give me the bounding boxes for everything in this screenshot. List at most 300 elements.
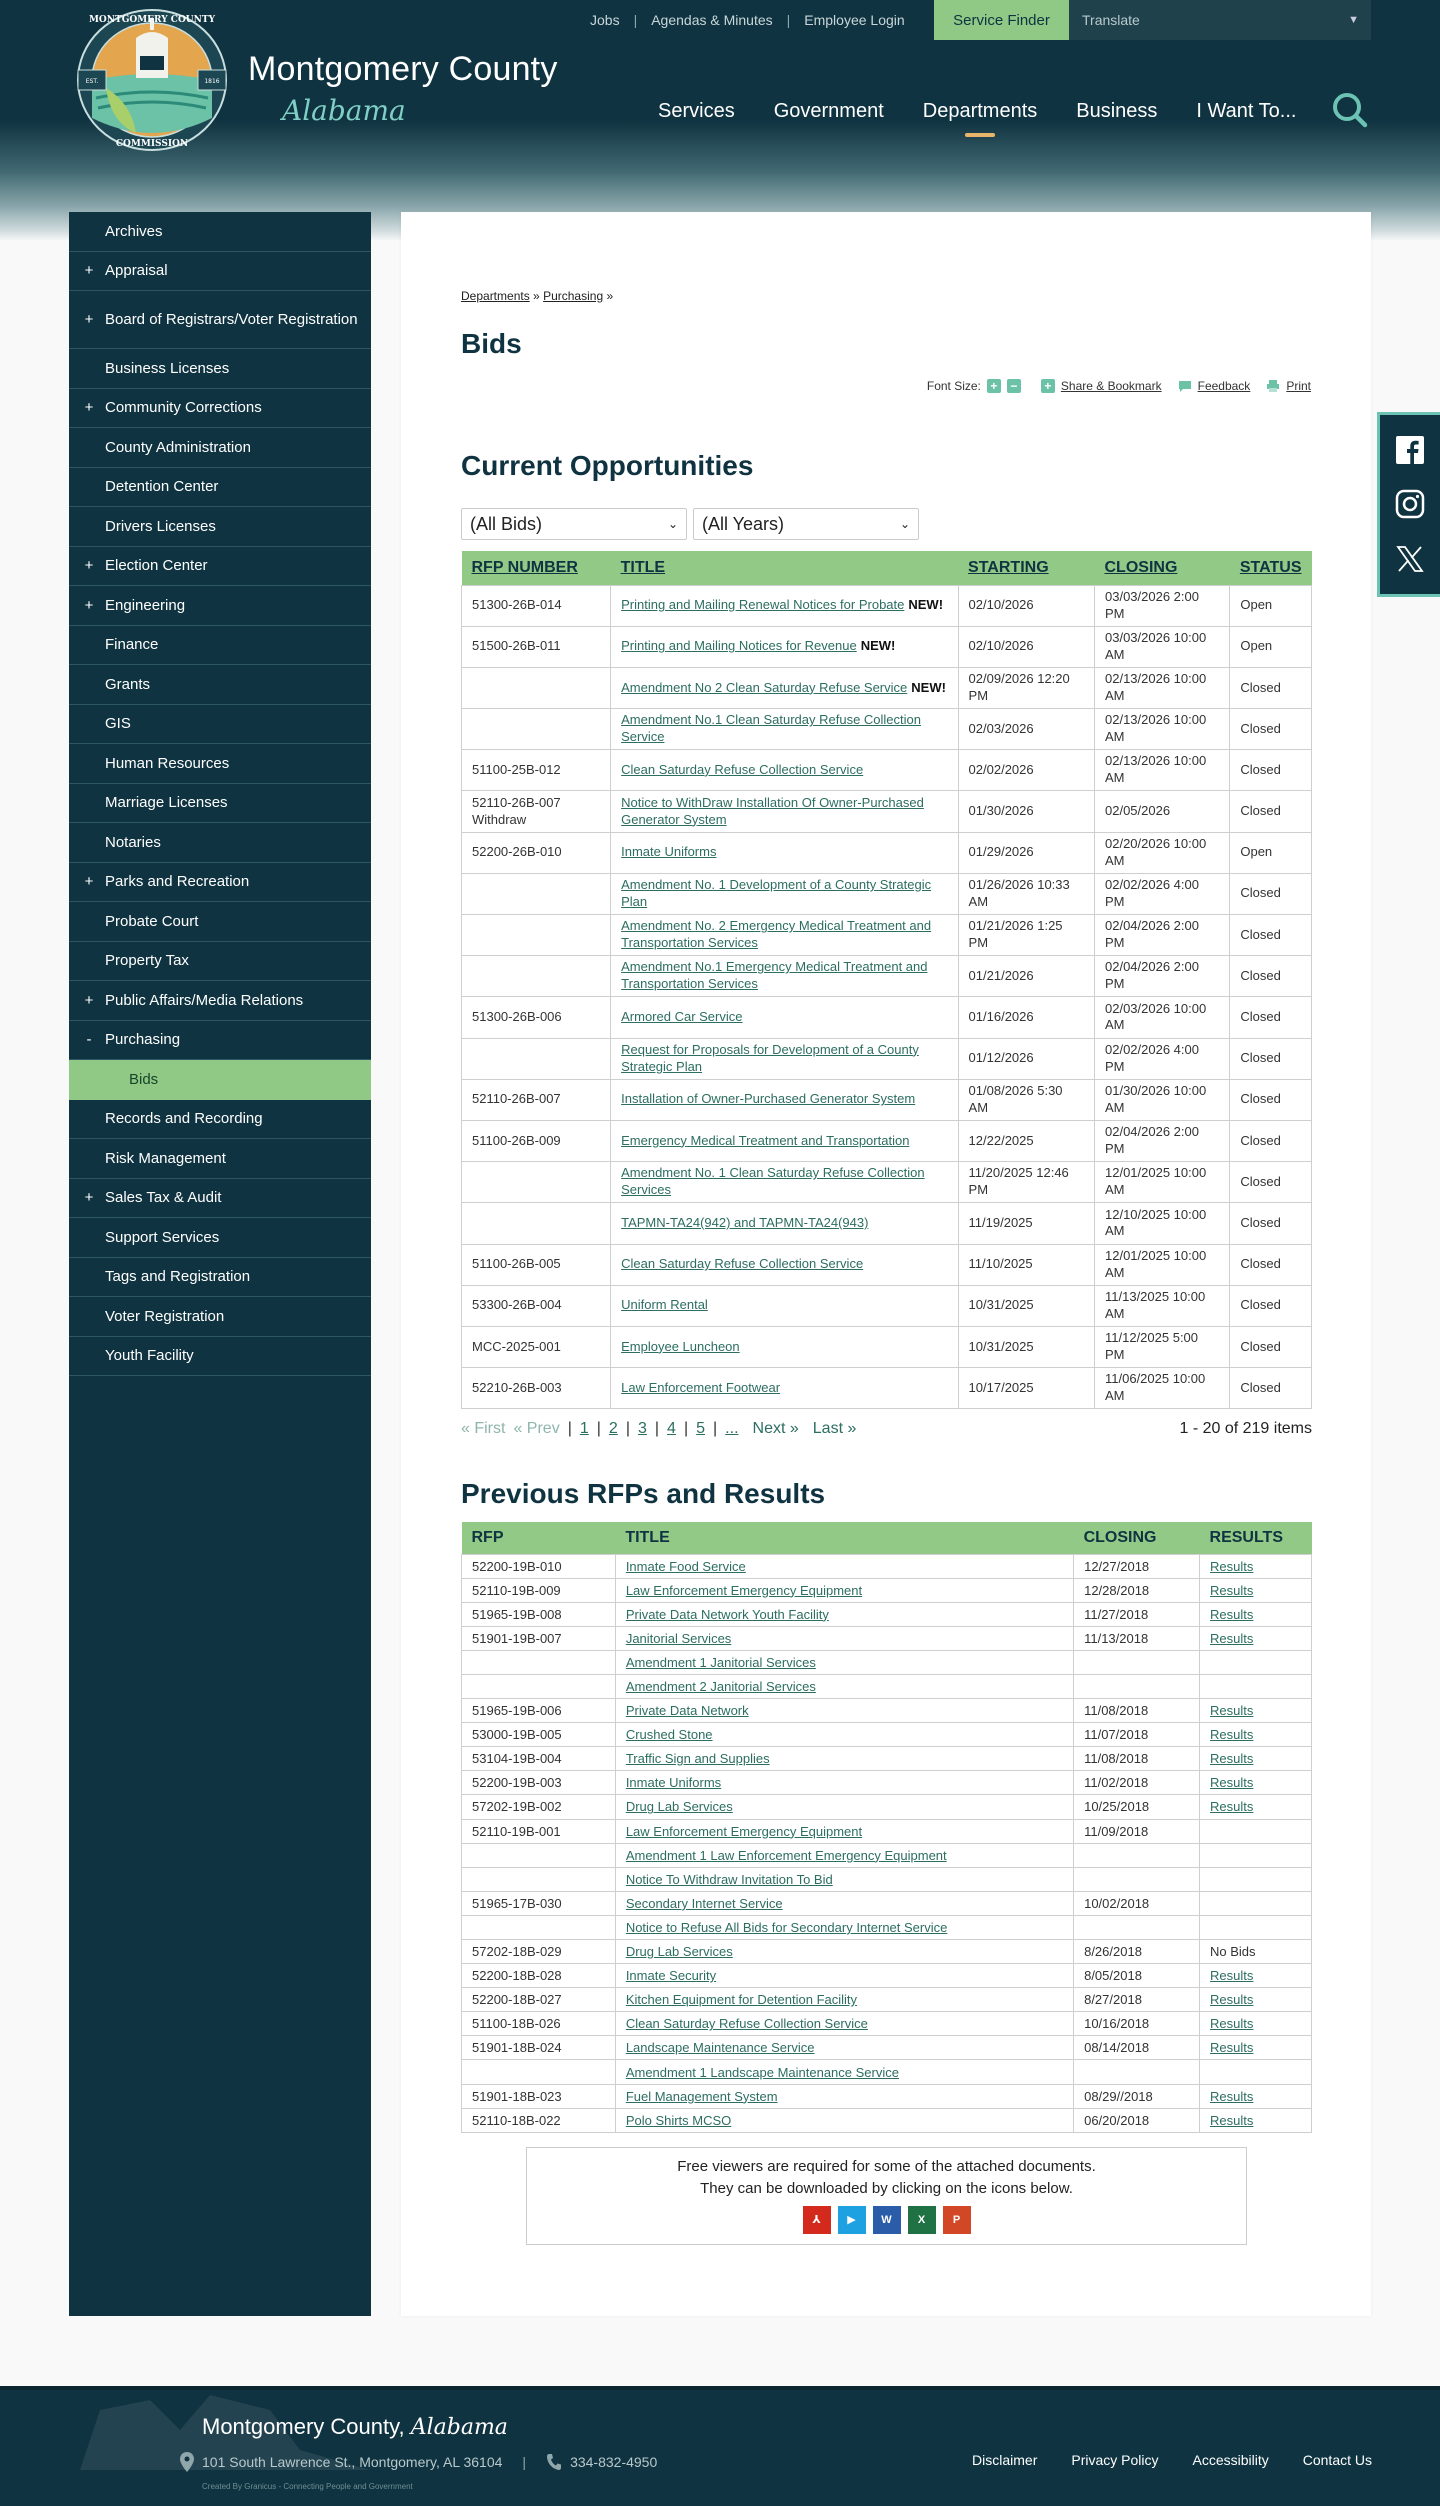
closing-cell: 06/20/2018	[1074, 2108, 1200, 2132]
title-cell	[611, 750, 958, 791]
sidebar-item-purchasing[interactable]	[69, 1021, 371, 1061]
results-link[interactable]: Results	[1210, 1992, 1254, 2008]
page-1-link[interactable]: 1	[579, 1420, 589, 1437]
results-cell	[1200, 1867, 1312, 1891]
share-icon: +	[1041, 379, 1055, 393]
closing-cell: 10/16/2018	[1074, 2012, 1200, 2036]
rfp-cell	[462, 1915, 616, 1939]
sidebar-item-board-of-registrars[interactable]	[69, 291, 371, 349]
bid-type-select[interactable]	[461, 508, 687, 540]
table-row	[462, 2012, 1312, 2036]
plus-icon[interactable]: +	[84, 262, 94, 280]
pagination	[461, 1420, 1312, 1438]
instagram-icon[interactable]	[1395, 489, 1425, 519]
results-link[interactable]: Results	[1210, 1727, 1254, 1743]
new-badge: NEW!	[860, 638, 896, 654]
title-cell	[615, 1940, 1073, 1964]
bid-title-link[interactable]: Clean Saturday Refuse Collection Service	[621, 761, 864, 777]
separator: |	[786, 12, 791, 28]
site-name[interactable]: Montgomery County	[248, 50, 558, 88]
results-link[interactable]: Results	[1210, 2016, 1254, 2032]
sidebar-item-notaries[interactable]	[69, 823, 371, 863]
sidebar-item-probate-court[interactable]	[69, 902, 371, 942]
sidebar-item-label: Sales Tax & Audit	[105, 1189, 222, 1207]
status-cell: Closed	[1230, 667, 1312, 708]
separator: |	[522, 2454, 527, 2470]
starting-cell: 01/30/2026	[958, 791, 1094, 832]
table-row	[462, 915, 1312, 956]
footer-link-privacy-policy[interactable]: Privacy Policy	[1071, 2452, 1159, 2468]
results-cell	[1200, 1578, 1312, 1602]
rfp-title-link[interactable]: Amendment 2 Janitorial Services	[625, 1679, 816, 1695]
title-cell	[615, 1578, 1073, 1602]
rfp-number-cell: 51100-26B-009	[462, 1120, 611, 1161]
bid-title-link[interactable]: Clean Saturday Refuse Collection Service	[621, 1256, 864, 1272]
rfp-title-link[interactable]: Polo Shirts MCSO	[625, 2112, 732, 2128]
bid-title-link[interactable]: TAPMN-TA24(942) and TAPMN-TA24(943)	[621, 1214, 869, 1230]
svg-text:MONTGOMERY COUNTY: MONTGOMERY COUNTY	[88, 15, 216, 25]
new-badge: NEW!	[908, 597, 944, 613]
rfp-cell: 52200-18B-027	[462, 1988, 616, 2012]
nav-business[interactable]: Business	[1076, 100, 1158, 122]
utility-nav	[576, 0, 919, 40]
feedback-link[interactable]: Feedback	[1197, 379, 1251, 393]
results-link[interactable]: Results	[1210, 1775, 1254, 1791]
status-cell: Closed	[1230, 1079, 1312, 1120]
plus-icon[interactable]: +	[84, 1189, 94, 1207]
rfp-title-link[interactable]: Drug Lab Services	[625, 1944, 733, 1960]
sidebar-item-label: Engineering	[105, 596, 186, 614]
starting-cell: 01/26/2026 10:33 AM	[958, 873, 1094, 914]
excel-viewer-icon[interactable]: X	[908, 2206, 936, 2234]
table-row	[462, 1038, 1312, 1079]
rfp-cell: 51965-17B-030	[462, 1891, 616, 1915]
closing-cell: 12/27/2018	[1074, 1554, 1200, 1578]
rfp-title-link[interactable]: Fuel Management System	[625, 2088, 778, 2104]
sidebar-item-community-corrections[interactable]	[69, 389, 371, 429]
sidebar-item-label: Human Resources	[105, 754, 230, 772]
breadcrumb-departments[interactable]: Departments	[461, 289, 530, 303]
results-cell	[1200, 2108, 1312, 2132]
table-header-row	[462, 551, 1312, 585]
results-cell	[1200, 1554, 1312, 1578]
rfp-title-link[interactable]: Private Data Network	[625, 1703, 749, 1719]
title-cell	[615, 2084, 1073, 2108]
closing-cell: 11/02/2018	[1074, 1771, 1200, 1795]
status-cell: Closed	[1230, 1038, 1312, 1079]
rfp-cell: 52200-18B-028	[462, 1964, 616, 1988]
sidebar-item-business-licenses[interactable]	[69, 349, 371, 389]
title-cell	[611, 791, 958, 832]
title-cell	[615, 1988, 1073, 2012]
starting-cell: 10/17/2025	[958, 1368, 1094, 1409]
bid-title-link[interactable]: Amendment No. 1 Development of a County Strategic Plan	[621, 877, 932, 909]
title-cell	[615, 1843, 1073, 1867]
sidebar-item-appraisal[interactable]	[69, 252, 371, 292]
sidebar-item-label: Board of Registrars/Voter Registration	[105, 310, 358, 328]
print-link[interactable]: Print	[1286, 379, 1311, 393]
rfp-title-link[interactable]: Janitorial Services	[625, 1630, 732, 1646]
results-link[interactable]: Results	[1210, 2088, 1254, 2104]
footer-contact	[180, 2452, 657, 2472]
viewer-icons	[527, 2206, 1246, 2234]
viewers-note-1: Free viewers are required for some of the attached documents.	[677, 2158, 1096, 2175]
sidebar-item-drivers-licenses[interactable]	[69, 507, 371, 547]
rfp-cell	[462, 1867, 616, 1891]
column-status[interactable]: STATUS	[1230, 551, 1312, 585]
closing-cell: 03/03/2026 2:00 PM	[1095, 585, 1230, 626]
table-row	[462, 1964, 1312, 1988]
title-cell	[615, 1915, 1073, 1939]
table-row	[462, 1162, 1312, 1203]
facebook-icon[interactable]	[1395, 435, 1425, 465]
starting-cell: 10/31/2025	[958, 1285, 1094, 1326]
sidebar-item-finance[interactable]	[69, 626, 371, 666]
plus-icon[interactable]: +	[84, 873, 94, 891]
status-cell: Closed	[1230, 1326, 1312, 1367]
rfp-number-cell: 52110-26B-007	[462, 1079, 611, 1120]
nav-government[interactable]: Government	[773, 100, 884, 122]
bid-title-link[interactable]: Amendment No.1 Clean Saturday Refuse Collection Service	[621, 712, 921, 745]
powerpoint-viewer-icon[interactable]: P	[943, 2206, 971, 2234]
rfp-number-cell	[462, 956, 611, 997]
rfp-title-link[interactable]: Traffic Sign and Supplies	[625, 1751, 770, 1767]
separator: |	[713, 1420, 718, 1437]
title-cell	[615, 1964, 1073, 1988]
bid-title-link[interactable]: Amendment No 2 Clean Saturday Refuse Service	[621, 679, 908, 695]
table-row	[462, 1988, 1312, 2012]
adobe-reader-icon[interactable]: ⅄	[803, 2206, 831, 2234]
title-cell	[615, 2036, 1073, 2060]
sidebar-item-grants[interactable]	[69, 665, 371, 705]
title-cell	[615, 2012, 1073, 2036]
font-increase-icon[interactable]: +	[987, 379, 1001, 393]
plus-icon[interactable]: +	[84, 991, 94, 1009]
pagination-links	[461, 1420, 856, 1438]
status-cell: Closed	[1230, 1285, 1312, 1326]
column-results: RESULTS	[1200, 1522, 1312, 1554]
table-row	[462, 1285, 1312, 1326]
rfp-cell: 51965-19B-008	[462, 1602, 616, 1626]
results-link[interactable]: Results	[1210, 2112, 1254, 2128]
closing-cell: 11/08/2018	[1074, 1699, 1200, 1723]
sidebar-item-risk-management[interactable]	[69, 1139, 371, 1179]
footer-site-name	[202, 2414, 508, 2440]
page-5-link[interactable]: 5	[696, 1420, 706, 1437]
rfp-title-link[interactable]: Drug Lab Services	[625, 1799, 733, 1815]
closing-cell: 01/30/2026 10:00 AM	[1095, 1079, 1230, 1120]
sidebar-item-support-services[interactable]	[69, 1218, 371, 1258]
footer-link-contact-us[interactable]: Contact Us	[1302, 2452, 1372, 2468]
bid-title-link[interactable]: Amendment No. 1 Clean Saturday Refuse Collection Services	[621, 1165, 925, 1198]
sidebar-item-label: Risk Management	[105, 1149, 226, 1167]
footer-link-accessibility[interactable]: Accessibility	[1192, 2452, 1269, 2468]
rfp-title-link[interactable]: Inmate Security	[625, 1968, 717, 1984]
results-link[interactable]: Results	[1210, 1751, 1254, 1767]
search-icon[interactable]	[1330, 90, 1370, 130]
rfp-title-link[interactable]: Amendment 1 Law Enforcement Emergency Equipment	[625, 1847, 947, 1863]
bid-title-link[interactable]: Amendment No.1 Emergency Medical Treatment and Transportation Services	[621, 959, 928, 992]
bid-title-link[interactable]: Request for Proposals for Development of a County Strategic Plan	[621, 1041, 919, 1074]
document-viewers-box	[526, 2147, 1247, 2245]
starting-cell: 01/08/2026 5:30 AM	[958, 1079, 1094, 1120]
sidebar-item-parks-and-recreation[interactable]	[69, 863, 371, 903]
results-cell	[1200, 1964, 1312, 1988]
sidebar-item-engineering[interactable]	[69, 586, 371, 626]
column-starting[interactable]: STARTING	[958, 551, 1094, 585]
starting-cell: 01/29/2026	[958, 832, 1094, 873]
rfp-title-link[interactable]: Inmate Food Service	[625, 1558, 746, 1574]
font-decrease-icon[interactable]: −	[1007, 379, 1021, 393]
plus-icon[interactable]: +	[84, 596, 94, 614]
results-text: No Bids	[1210, 1944, 1256, 1960]
results-link[interactable]: Results	[1210, 1630, 1254, 1646]
rfp-title-link[interactable]: Law Enforcement Emergency Equipment	[625, 1582, 863, 1598]
plus-icon[interactable]: +	[84, 310, 94, 328]
title-cell	[611, 915, 958, 956]
sidebar-item-records-and-recording[interactable]	[69, 1100, 371, 1140]
title-cell	[615, 1626, 1073, 1650]
rfp-title-link[interactable]: Kitchen Equipment for Detention Facility	[625, 1992, 858, 2008]
bid-title-link[interactable]: Notice to WithDraw Installation Of Owner-Purchased Generator System	[621, 794, 924, 827]
rfp-title-link[interactable]: Secondary Internet Service	[625, 1895, 783, 1911]
starting-cell: 11/19/2025	[958, 1203, 1094, 1244]
rfp-title-link[interactable]: Notice to Refuse All Bids for Secondary Internet Service	[625, 1919, 948, 1935]
nav-services[interactable]: Services	[658, 100, 735, 122]
rfp-cell: 57202-18B-029	[462, 1940, 616, 1964]
results-cell	[1200, 1747, 1312, 1771]
bid-type-value: (All Bids)	[470, 513, 543, 534]
rfp-number-cell	[462, 915, 611, 956]
rfp-title-link[interactable]: Landscape Maintenance Service	[625, 2040, 815, 2056]
sidebar-item-property-tax[interactable]	[69, 942, 371, 982]
rfp-title-link[interactable]: Clean Saturday Refuse Collection Service	[625, 2016, 868, 2032]
plus-icon[interactable]: +	[84, 557, 94, 575]
rfp-title-link[interactable]: Notice To Withdraw Invitation To Bid	[625, 1871, 833, 1887]
results-cell	[1200, 1819, 1312, 1843]
nav-i-want-to[interactable]: I Want To...	[1196, 100, 1297, 122]
sidebar-item-label: Marriage Licenses	[105, 794, 228, 812]
results-link[interactable]: Results	[1210, 1606, 1254, 1622]
sidebar-item-label: Archives	[105, 222, 163, 240]
results-cell	[1200, 2060, 1312, 2084]
results-cell	[1200, 1723, 1312, 1747]
footer-phone[interactable]: 334-832-4950	[570, 2454, 658, 2470]
media-player-icon[interactable]: ▶	[838, 2206, 866, 2234]
bid-title-link[interactable]: Amendment No. 2 Emergency Medical Treatment and Transportation Services	[621, 918, 932, 951]
bid-title-link[interactable]: Inmate Uniforms	[621, 844, 717, 860]
title-cell	[611, 626, 958, 667]
year-select[interactable]	[693, 508, 919, 540]
rfp-title-link[interactable]: Amendment 1 Landscape Maintenance Service	[625, 2064, 899, 2080]
footer-credit[interactable]: Created By Granicus - Connecting People and Government	[202, 2482, 413, 2491]
table-row	[462, 2084, 1312, 2108]
title-cell	[615, 1795, 1073, 1819]
title-cell	[611, 1079, 958, 1120]
table-row	[462, 1578, 1312, 1602]
rfp-number-cell: 53300-26B-004	[462, 1285, 611, 1326]
bid-title-link[interactable]: Armored Car Service	[621, 1009, 743, 1025]
separator: |	[654, 1420, 660, 1437]
rfp-number-cell: 51300-26B-014	[462, 585, 611, 626]
more-pages-link[interactable]: ...	[725, 1420, 739, 1437]
table-row	[462, 1120, 1312, 1161]
sidebar-item-label: Detention Center	[105, 478, 219, 496]
results-link[interactable]: Results	[1210, 1799, 1254, 1815]
bid-title-link[interactable]: Emergency Medical Treatment and Transportation	[621, 1132, 910, 1148]
table-row	[462, 2036, 1312, 2060]
closing-cell: 02/13/2026 10:00 AM	[1095, 750, 1230, 791]
results-cell	[1200, 1650, 1312, 1674]
sidebar-item-archives[interactable]	[69, 212, 371, 252]
closing-cell: 10/25/2018	[1074, 1795, 1200, 1819]
sidebar-item-label: GIS	[105, 715, 131, 733]
column-rfp-number[interactable]: RFP NUMBER	[462, 551, 611, 585]
bid-title-link[interactable]: Uniform Rental	[621, 1297, 708, 1313]
page-4-link[interactable]: 4	[667, 1420, 676, 1437]
rfp-title-link[interactable]: Amendment 1 Janitorial Services	[625, 1654, 816, 1670]
bid-title-link[interactable]: Employee Luncheon	[621, 1338, 740, 1354]
rfp-number-cell: 52210-26B-003	[462, 1368, 611, 1409]
results-link[interactable]: Results	[1210, 2040, 1254, 2056]
rfp-cell: 51965-19B-006	[462, 1699, 616, 1723]
rfp-title-link[interactable]: Crushed Stone	[625, 1727, 713, 1743]
table-row	[462, 667, 1312, 708]
rfp-cell: 51100-18B-026	[462, 2012, 616, 2036]
county-seal-logo[interactable]	[76, 8, 228, 152]
sidebar-item-election-center[interactable]	[69, 547, 371, 587]
service-finder-button[interactable]: Service Finder	[934, 0, 1069, 40]
column-title[interactable]: TITLE	[611, 551, 958, 585]
starting-cell: 02/03/2026	[958, 709, 1094, 750]
closing-cell	[1074, 1650, 1200, 1674]
page-3-link[interactable]: 3	[637, 1420, 647, 1437]
sidebar-item-voter-registration[interactable]	[69, 1297, 371, 1337]
page-2-link[interactable]: 2	[608, 1420, 618, 1437]
table-row	[462, 1650, 1312, 1674]
utility-link-agendas[interactable]: Agendas & Minutes	[651, 12, 773, 28]
x-twitter-icon[interactable]	[1395, 544, 1425, 574]
breadcrumb-purchasing[interactable]: Purchasing	[543, 289, 604, 303]
title-cell	[615, 1891, 1073, 1915]
footer-link-disclaimer[interactable]: Disclaimer	[972, 2452, 1038, 2468]
bid-title-link[interactable]: Printing and Mailing Notices for Revenue	[621, 638, 857, 654]
utility-link-employee-login[interactable]: Employee Login	[804, 12, 905, 28]
title-cell	[615, 2108, 1073, 2132]
rfp-cell: 51901-18B-023	[462, 2084, 616, 2108]
closing-cell: 02/02/2026 4:00 PM	[1095, 1038, 1230, 1079]
table-row	[462, 626, 1312, 667]
rfp-title-link[interactable]: Inmate Uniforms	[625, 1775, 722, 1791]
minus-icon[interactable]: -	[86, 1031, 92, 1049]
table-row	[462, 1723, 1312, 1747]
plus-icon[interactable]: +	[84, 399, 94, 417]
separator: |	[683, 1420, 689, 1437]
nav-departments[interactable]: Departments	[922, 100, 1038, 122]
status-cell: Closed	[1230, 915, 1312, 956]
next-page-link[interactable]: Next »	[752, 1420, 799, 1437]
closing-cell	[1074, 2060, 1200, 2084]
rfp-cell	[462, 1674, 616, 1698]
closing-cell: 08/14/2018	[1074, 2036, 1200, 2060]
rfp-cell	[462, 1843, 616, 1867]
bid-title-link[interactable]: Installation of Owner-Purchased Generator System	[621, 1091, 916, 1107]
closing-cell: 02/13/2026 10:00 AM	[1095, 667, 1230, 708]
rfp-cell: 52110-19B-001	[462, 1819, 616, 1843]
word-viewer-icon[interactable]: W	[873, 2206, 901, 2234]
closing-cell: 8/05/2018	[1074, 1964, 1200, 1988]
sidebar-item-detention-center[interactable]	[69, 468, 371, 508]
sidebar-item-label: Public Affairs/Media Relations	[105, 991, 304, 1009]
table-row	[462, 1674, 1312, 1698]
rfp-title-link[interactable]: Private Data Network Youth Facility	[625, 1606, 829, 1622]
title-cell	[611, 1203, 958, 1244]
main-content	[401, 212, 1371, 2316]
title-cell	[611, 1038, 958, 1079]
status-cell: Open	[1230, 585, 1312, 626]
closing-cell: 02/05/2026	[1095, 791, 1230, 832]
bid-title-link[interactable]: Printing and Mailing Renewal Notices for Probate	[621, 597, 905, 613]
sidebar-item-youth-facility[interactable]	[69, 1337, 371, 1377]
sidebar-item-gis[interactable]	[69, 705, 371, 745]
status-cell: Closed	[1230, 750, 1312, 791]
rfp-title-link[interactable]: Law Enforcement Emergency Equipment	[625, 1823, 863, 1839]
sidebar-item-county-administration[interactable]	[69, 428, 371, 468]
share-bookmark-link[interactable]: Share & Bookmark	[1060, 379, 1162, 393]
sidebar-item-human-resources[interactable]	[69, 744, 371, 784]
sidebar-item-label: Purchasing	[105, 1031, 181, 1049]
table-row	[462, 1626, 1312, 1650]
department-sidebar	[69, 212, 371, 2316]
svg-text:1816: 1816	[204, 78, 220, 85]
sidebar-item-public-affairs[interactable]	[69, 981, 371, 1021]
sidebar-item-bids[interactable]	[69, 1060, 371, 1100]
results-cell	[1200, 2036, 1312, 2060]
last-page-link[interactable]: Last »	[812, 1420, 857, 1437]
results-link[interactable]: Results	[1210, 1968, 1254, 1984]
table-row	[462, 1867, 1312, 1891]
closing-cell: 02/04/2026 2:00 PM	[1095, 1120, 1230, 1161]
rfp-number-cell: 52200-26B-010	[462, 832, 611, 873]
starting-cell: 01/12/2026	[958, 1038, 1094, 1079]
results-link[interactable]: Results	[1210, 1582, 1254, 1598]
column-closing[interactable]: CLOSING	[1095, 551, 1230, 585]
sidebar-item-marriage-licenses[interactable]	[69, 784, 371, 824]
sidebar-item-label: Voter Registration	[105, 1307, 225, 1325]
starting-cell: 02/10/2026	[958, 585, 1094, 626]
sidebar-item-label: Youth Facility	[105, 1347, 194, 1365]
footer-name-text: Montgomery County,	[202, 2414, 405, 2439]
separator: |	[625, 1420, 630, 1437]
results-link[interactable]: Results	[1210, 1558, 1254, 1574]
table-row	[462, 997, 1312, 1038]
translate-dropdown[interactable]	[1069, 0, 1371, 40]
rfp-number-cell: 51300-26B-006	[462, 997, 611, 1038]
sidebar-item-sales-tax-audit[interactable]	[69, 1179, 371, 1219]
table-header-row	[462, 1522, 1312, 1554]
results-link[interactable]: Results	[1210, 1703, 1254, 1719]
rfp-cell: 52200-19B-003	[462, 1771, 616, 1795]
separator: |	[596, 1420, 601, 1437]
table-row	[462, 1819, 1312, 1843]
bid-title-link[interactable]: Law Enforcement Footwear	[621, 1379, 781, 1395]
sidebar-item-tags-and-registration[interactable]	[69, 1258, 371, 1298]
status-cell: Closed	[1230, 791, 1312, 832]
starting-cell: 01/21/2026	[958, 956, 1094, 997]
table-row	[462, 956, 1312, 997]
closing-cell: 02/04/2026 2:00 PM	[1095, 956, 1230, 997]
utility-link-jobs[interactable]: Jobs	[590, 12, 620, 28]
